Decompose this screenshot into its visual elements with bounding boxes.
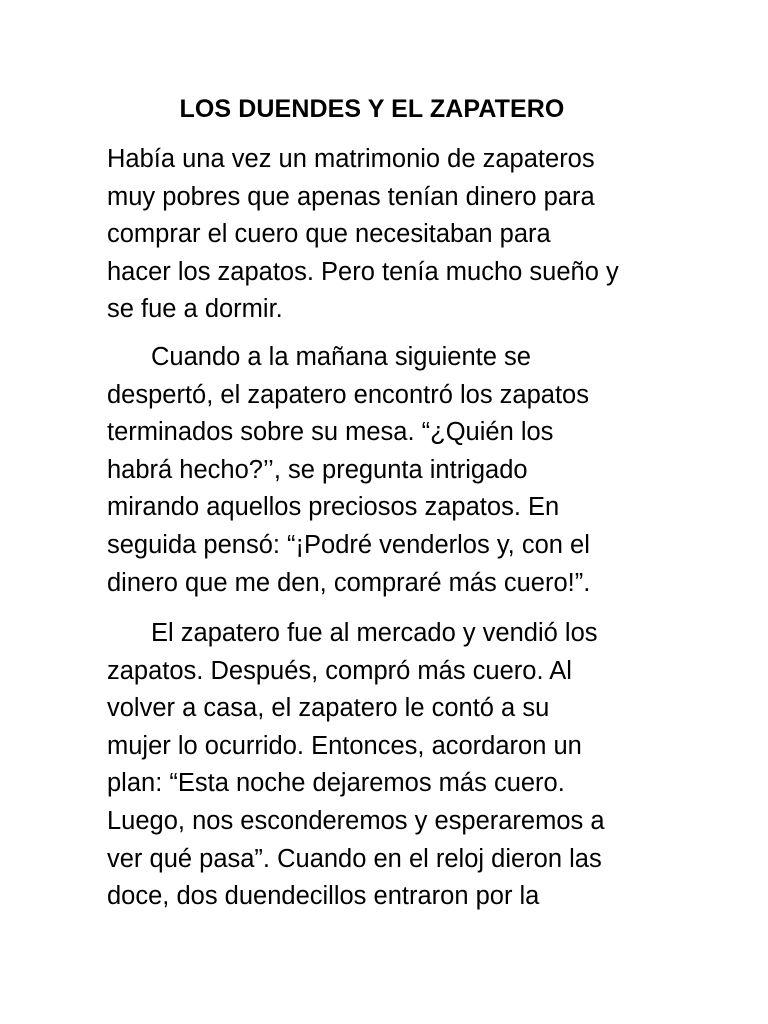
paragraph-1: [107, 141, 677, 329]
text-line: despertó, el zapatero encontró los zapatos: [107, 380, 589, 409]
text-line: volver a casa, el zapatero le contó a su: [107, 694, 550, 723]
text-line: Luego, nos esconderemos y esperaremos a: [107, 806, 605, 835]
text-line: seguida pensó: “¡Podré venderlos y, con el: [107, 530, 590, 559]
text-line: plan: “Esta noche dejaremos más cuero.: [107, 769, 565, 798]
text-line: muy pobres que apenas tenían dinero para: [107, 182, 595, 211]
text-line: doce, dos duendecillos entraron por la: [107, 882, 540, 911]
story-title: LOS DUENDES Y EL ZAPATERO: [179, 95, 565, 123]
paragraph-2: [107, 339, 677, 602]
text-line: Había una vez un matrimonio de zapateros: [107, 145, 595, 173]
text-line: El zapatero fue al mercado y vendió los: [151, 619, 598, 647]
text-line: hacer los zapatos. Pero tenía mucho sueño y: [107, 257, 619, 286]
text-line: comprar el cuero que necesitaban para: [107, 220, 551, 249]
text-line: se fue a dormir.: [107, 295, 283, 324]
text-line: mujer lo ocurrido. Entonces, acordaron un: [107, 731, 582, 760]
text-line: terminados sobre su mesa. “¿Quién los: [107, 418, 554, 447]
text-line: ver qué pasa”. Cuando en el reloj dieron las: [107, 844, 602, 873]
text-line: Cuando a la mañana siguiente se: [151, 343, 531, 371]
text-line: zapatos. Después, compró más cuero. Al: [107, 656, 572, 685]
text-line: dinero que me den, compraré más cuero!”.: [107, 568, 591, 597]
paragraph-3: [107, 615, 677, 916]
text-line: habrá hecho?’’, se pregunta intrigado: [107, 455, 528, 484]
text-line: mirando aquellos preciosos zapatos. En: [107, 493, 560, 522]
